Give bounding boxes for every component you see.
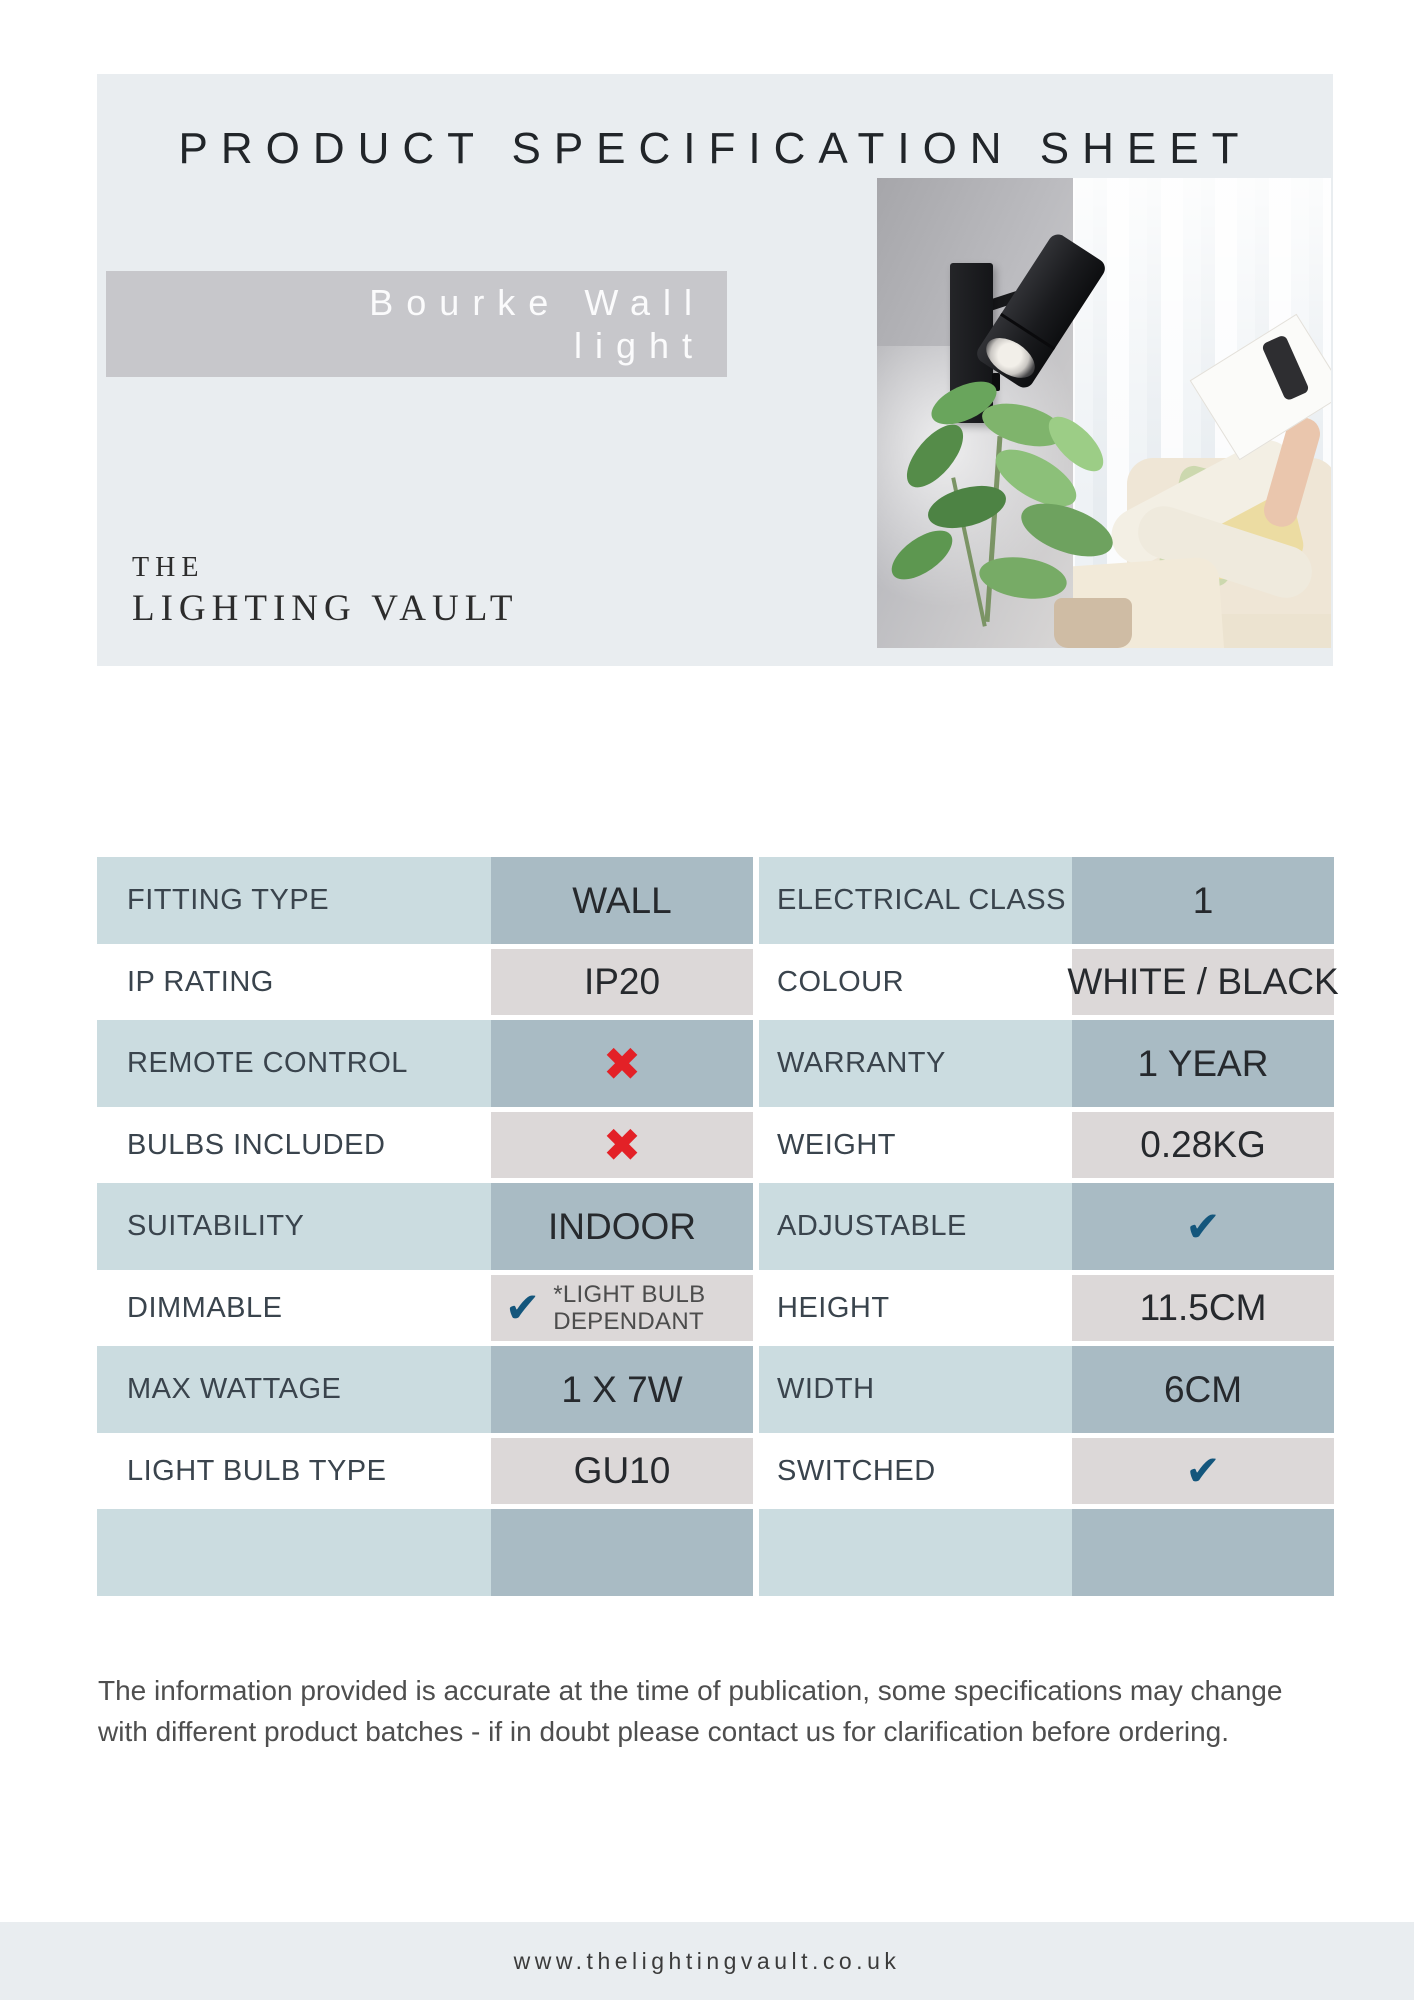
spec-label: BULBS INCLUDED bbox=[127, 1128, 386, 1161]
spec-label: FITTING TYPE bbox=[97, 857, 491, 944]
check-icon: ✔ bbox=[505, 1283, 541, 1332]
spec-label-empty bbox=[97, 1509, 491, 1596]
spec-value: GU10 bbox=[491, 1438, 753, 1504]
brand-logo-line1: THE bbox=[132, 552, 205, 583]
spec-label: MAX WATTAGE bbox=[97, 1346, 491, 1433]
spec-value: 1 bbox=[1072, 857, 1334, 944]
spec-value: 1 YEAR bbox=[1072, 1020, 1334, 1107]
spec-label: COLOUR bbox=[777, 965, 905, 998]
spec-value bbox=[491, 1112, 753, 1178]
spec-row bbox=[97, 857, 1334, 944]
plant-leaf bbox=[884, 521, 961, 589]
spec-label: ELECTRICAL CLASS bbox=[759, 857, 1072, 944]
spec-value: WHITE / BLACK bbox=[1072, 949, 1334, 1015]
cross-icon: ✖ bbox=[602, 1118, 642, 1172]
spec-label: LIGHT BULB TYPE bbox=[127, 1454, 387, 1487]
dimmable-note: *LIGHT BULB DEPENDANT bbox=[553, 1281, 706, 1335]
spec-value bbox=[491, 1275, 753, 1341]
spec-value: 11.5CM bbox=[1072, 1275, 1334, 1341]
spec-label: REMOTE CONTROL bbox=[97, 1020, 491, 1107]
check-icon: ✔ bbox=[1185, 1446, 1221, 1495]
spec-value: 0.28KG bbox=[1072, 1112, 1334, 1178]
spec-label: WIDTH bbox=[759, 1346, 1072, 1433]
phone bbox=[1261, 334, 1310, 401]
spec-value bbox=[1072, 1183, 1334, 1270]
disclaimer-line2: with different product batches - if in doubt please contact us for clarification before ordering. bbox=[98, 1716, 1230, 1747]
spec-row bbox=[97, 1275, 1334, 1341]
product-photo bbox=[877, 178, 1331, 648]
brand-logo bbox=[132, 552, 519, 630]
spec-label-empty bbox=[759, 1509, 1072, 1596]
spec-label: WARRANTY bbox=[759, 1020, 1072, 1107]
spec-value: 6CM bbox=[1072, 1346, 1334, 1433]
spec-row bbox=[97, 1509, 1334, 1596]
spec-value-empty bbox=[1072, 1509, 1334, 1596]
product-name-line2: light bbox=[573, 325, 705, 366]
spec-row bbox=[97, 949, 1339, 1015]
spec-row bbox=[97, 1112, 1334, 1178]
spec-label: HEIGHT bbox=[777, 1291, 890, 1324]
spec-label: SUITABILITY bbox=[97, 1183, 491, 1270]
plant-leaf bbox=[897, 415, 973, 496]
spec-row bbox=[97, 1020, 1334, 1107]
spec-label: IP RATING bbox=[127, 965, 274, 998]
spec-value bbox=[491, 1020, 753, 1107]
footer-band bbox=[0, 1922, 1414, 2000]
spec-value bbox=[1072, 1438, 1334, 1504]
spec-value: INDOOR bbox=[491, 1183, 753, 1270]
page-title: PRODUCT SPECIFICATION SHEET bbox=[178, 124, 1252, 173]
spec-row bbox=[97, 1346, 1334, 1433]
spec-value: 1 X 7W bbox=[491, 1346, 753, 1433]
house-plant bbox=[877, 376, 1169, 648]
check-icon: ✔ bbox=[1185, 1201, 1221, 1251]
disclaimer-text bbox=[98, 1670, 1358, 1752]
spec-value: WALL bbox=[491, 857, 753, 944]
spec-value-empty bbox=[491, 1509, 753, 1596]
spec-label: SWITCHED bbox=[777, 1454, 936, 1487]
website-url: www.thelightingvault.co.uk bbox=[513, 1947, 901, 1974]
spec-row bbox=[97, 1438, 1334, 1504]
product-name-box bbox=[106, 271, 727, 377]
disclaimer-line1: The information provided is accurate at the time of publication, some specifications may change bbox=[98, 1675, 1283, 1706]
spec-table bbox=[97, 857, 1339, 1601]
header-block bbox=[97, 74, 1333, 666]
plant-pot bbox=[1054, 598, 1132, 648]
spec-label: ADJUSTABLE bbox=[759, 1183, 1072, 1270]
spec-value: IP20 bbox=[491, 949, 753, 1015]
product-name-line1: Bourke Wall bbox=[369, 282, 705, 323]
cross-icon: ✖ bbox=[602, 1036, 642, 1091]
spec-label: WEIGHT bbox=[777, 1128, 896, 1161]
spec-row bbox=[97, 1183, 1334, 1270]
spec-label: DIMMABLE bbox=[127, 1291, 283, 1324]
brand-logo-line2: LIGHTING VAULT bbox=[132, 588, 519, 629]
